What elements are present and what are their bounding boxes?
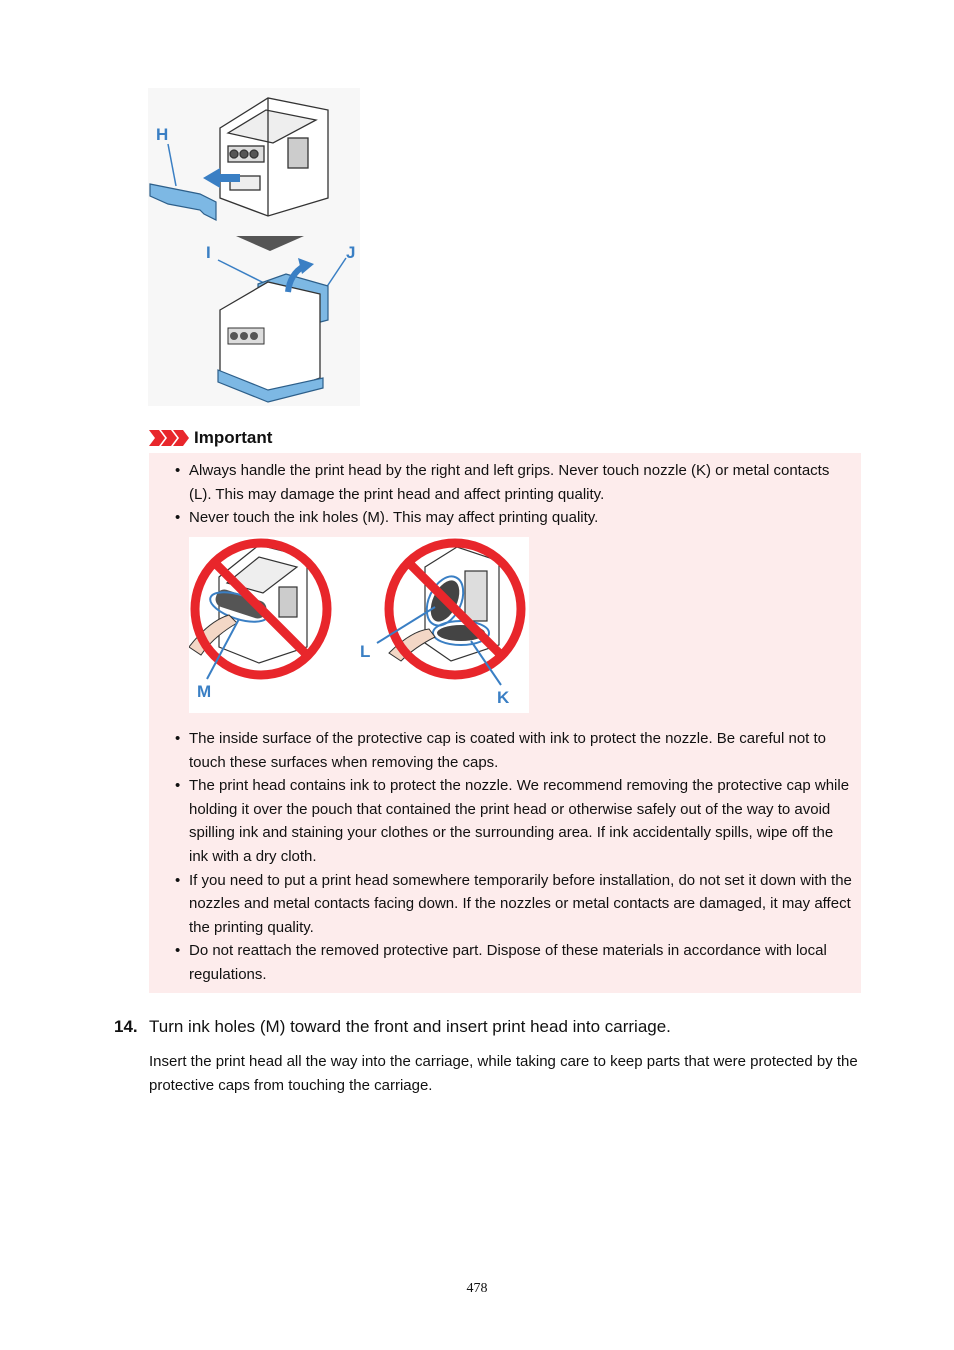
list-item: • Do not reattach the removed protective part. Dispose of these materials in accordance with local regulations. xyxy=(175,939,855,986)
important-list-before xyxy=(175,459,855,530)
list-item: • The print head contains ink to protect the nozzle. We recommend removing the protective cap while holding it over the pouch that contained the print head or otherwise safely out of the way to avoid spilling ink and staining your clothes or the surrounding area. If ink accidentally spills, wipe off the ink with a dry cloth. xyxy=(175,774,855,868)
label-k: K xyxy=(497,688,510,707)
important-box xyxy=(149,453,861,993)
important-title: Important xyxy=(194,428,273,447)
important-heading xyxy=(149,427,272,449)
label-j: J xyxy=(346,243,356,262)
step-number: 14. xyxy=(114,1017,138,1036)
label-l: L xyxy=(360,642,371,661)
important-list-after xyxy=(175,727,855,987)
list-item: • Always handle the print head by the right and left grips. Never touch nozzle (K) or metal contacts (L). This may damage the print head and affect printing quality. xyxy=(175,459,855,506)
label-m: M xyxy=(197,682,212,701)
step-description: Insert the print head all the way into the carriage, while taking care to keep parts that were protected by the protective caps from touching the carriage. xyxy=(149,1053,858,1094)
step-heading: Turn ink holes (M) toward the front and insert print head into carriage. xyxy=(149,1017,671,1036)
page-number: 478 xyxy=(466,1281,488,1296)
do-not-touch-figure xyxy=(189,537,529,713)
label-i: I xyxy=(206,243,211,262)
important-chevron-icon xyxy=(149,430,189,446)
list-item: • If you need to put a print head somewhere temporarily before installation, do not set it down with the nozzles and metal contacts facing down. If the nozzles or metal contacts are damaged, it may affect the printing quality. xyxy=(175,869,855,940)
list-item: • The inside surface of the protective cap is coated with ink to protect the nozzle. Be careful not to touch these surfaces when removing the caps. xyxy=(175,727,855,774)
label-h: H xyxy=(156,125,169,144)
list-item: • Never touch the ink holes (M). This may affect printing quality. xyxy=(175,506,855,530)
print-head-cap-removal-figure xyxy=(148,88,360,406)
